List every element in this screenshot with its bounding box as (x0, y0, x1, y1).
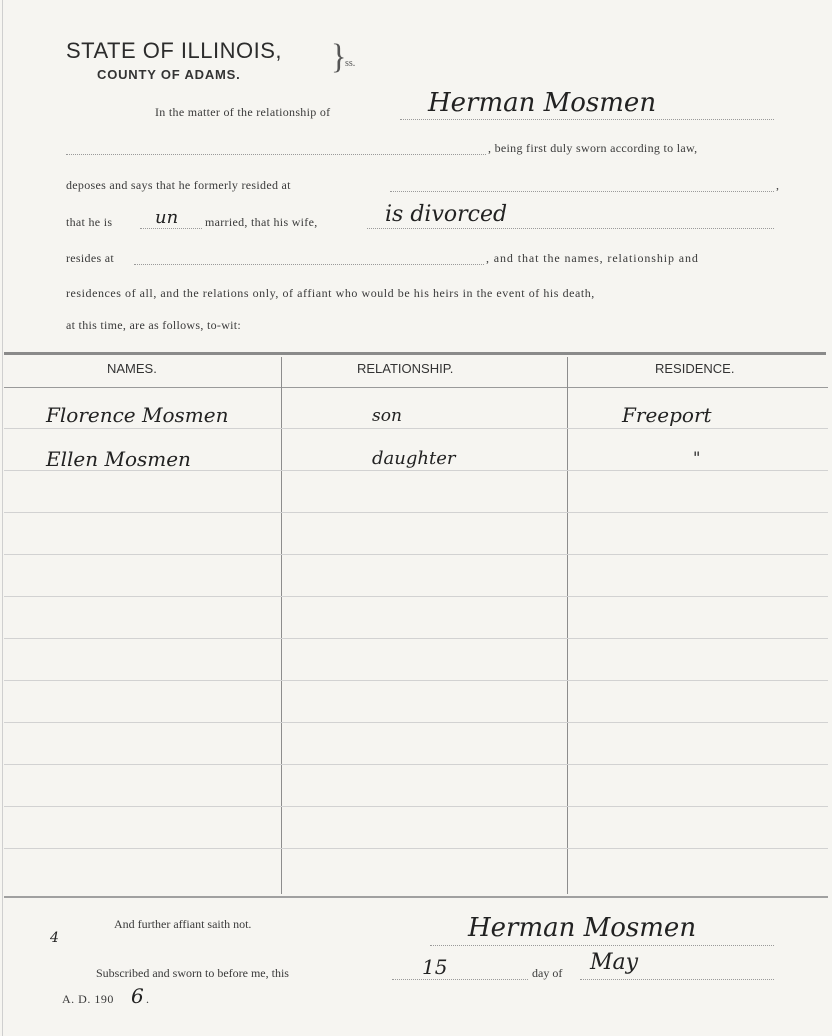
month-handwritten: May (590, 950, 639, 975)
page-edge (2, 0, 3, 1036)
table-row-rule (4, 428, 828, 429)
table-row-rule (4, 806, 828, 807)
table-row-rule (4, 722, 828, 723)
dotted-line (430, 945, 774, 946)
table-row-rule (4, 848, 828, 849)
resided-text: deposes and says that he formerly resided at (66, 178, 291, 192)
header-rule (4, 387, 828, 388)
dotted-line (140, 228, 202, 229)
brace-icon: } (331, 36, 347, 76)
dotted-line (400, 119, 774, 120)
residence-header: RESIDENCE. (655, 361, 735, 376)
wife-status-handwritten: is divorced (385, 202, 508, 227)
marital-status-handwritten: un (155, 207, 179, 228)
relationship-label: In the matter of the relationship of (155, 105, 331, 119)
ss-label: ss. (345, 58, 356, 69)
dotted-line (580, 979, 774, 980)
heir-name: Ellen Mosmen (46, 447, 191, 471)
dotted-line (66, 154, 486, 155)
column-divider (567, 357, 568, 894)
resided-comma: , (776, 178, 780, 192)
state-heading: STATE OF ILLINOIS, (66, 38, 283, 63)
heir-relationship: son (372, 406, 402, 426)
subscribed-text: Subscribed and sworn to before me, this (96, 966, 289, 980)
married-text: married, that his wife, (205, 215, 318, 229)
table-row-rule (4, 512, 828, 513)
table-top-rule (4, 352, 826, 359)
names-text: , and that the names, relationship and (486, 251, 699, 265)
margin-mark: 4 (50, 930, 59, 946)
dotted-line (390, 191, 774, 192)
day-handwritten: 15 (422, 955, 448, 979)
heir-relationship: daughter (372, 448, 456, 469)
county-heading: COUNTY OF ADAMS. (97, 67, 241, 82)
sworn-text: , being first duly sworn according to law, (488, 141, 698, 155)
to-wit-text: at this time, are as follows, to-wit: (66, 318, 242, 332)
table-row-rule (4, 596, 828, 597)
ad-period: . (146, 992, 149, 1006)
heir-residence: " (693, 448, 701, 467)
names-header: NAMES. (107, 361, 157, 376)
affiant-signature: Herman Mosmen (468, 913, 697, 943)
table-bottom-rule (4, 896, 828, 898)
dotted-line (392, 979, 528, 980)
saith-text: And further affiant saith not. (114, 917, 252, 931)
day-of-text: day of (532, 966, 563, 980)
table-row-rule (4, 764, 828, 765)
table-row-rule (4, 638, 828, 639)
heir-residence: Freeport (622, 403, 712, 427)
heir-name: Florence Mosmen (46, 403, 229, 427)
table-row-rule (4, 680, 828, 681)
married-prefix: that he is (66, 215, 113, 229)
heirs-text: residences of all, and the relations only, of affiant who would be his heirs in the event of his death, (66, 286, 595, 300)
column-divider (281, 357, 282, 894)
affiant-name-handwritten: Herman Mosmen (428, 88, 657, 118)
dotted-line (367, 228, 774, 229)
dotted-line (134, 264, 484, 265)
table-row-rule (4, 554, 828, 555)
year-handwritten: 6 (131, 984, 144, 1008)
ad-label: A. D. 190 (62, 992, 114, 1006)
resides-text: resides at (66, 251, 114, 265)
relationship-header: RELATIONSHIP. (357, 361, 454, 376)
